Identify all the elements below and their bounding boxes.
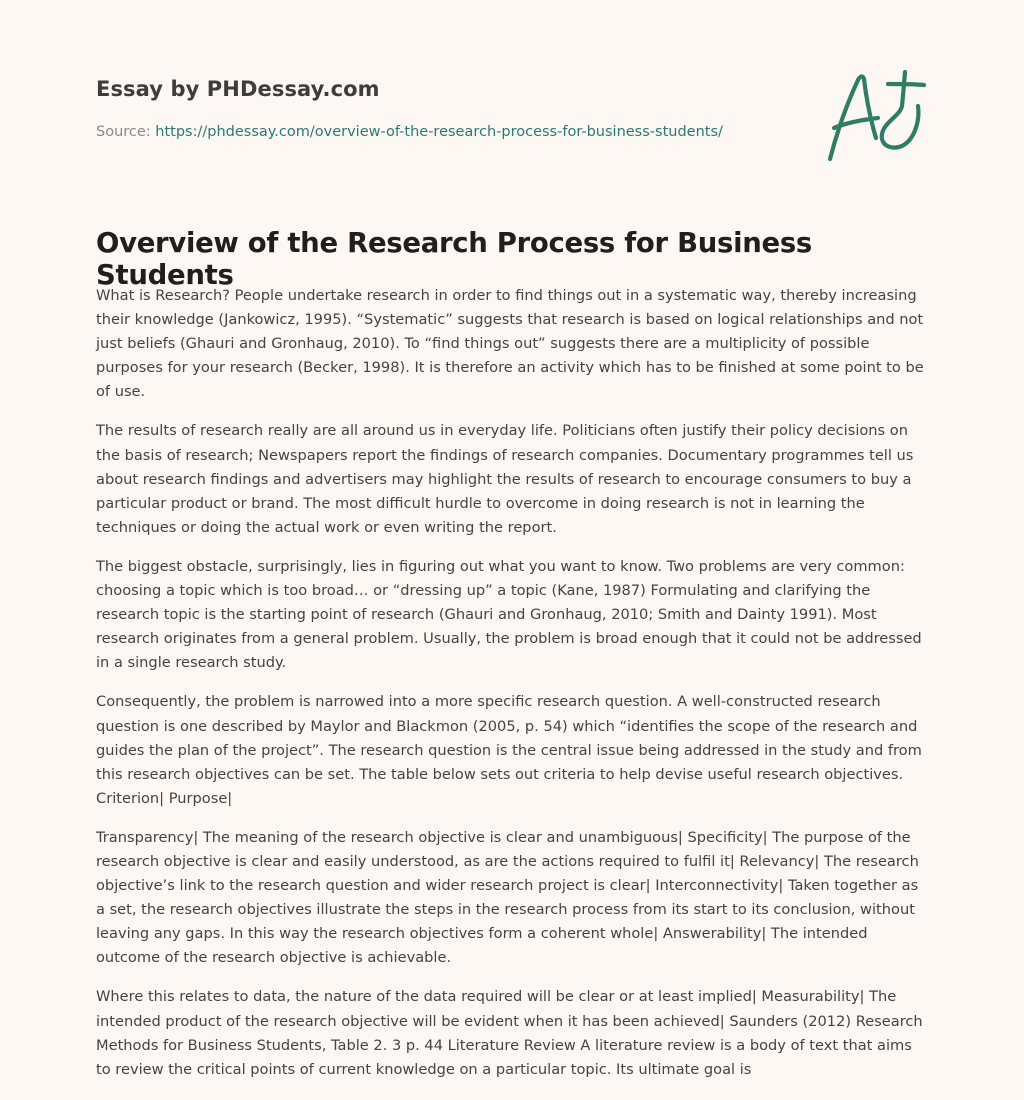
- source-line: [96, 124, 723, 140]
- article-body: [96, 284, 930, 1097]
- a-plus-logo-icon: [820, 66, 932, 168]
- source-link[interactable]: https://phdessay.com/overview-of-the-research-process-for-business-students/: [155, 124, 723, 140]
- paragraph: What is Research? People undertake research in order to find things out in a systematic way, thereby increasing their knowledge (Jankowicz, 1995). “Systematic” suggests that research is based on logical relationships and not just beliefs (Ghauri and Gronhaug, 2010). To “find things out” suggests there are a multiplicity of possible purposes for your research (Becker, 1998). It is therefore an activity which has to be finished at some point to be of use.: [96, 287, 924, 401]
- paragraph: Where this relates to data, the nature of the data required will be clear or at least implied| Measurability| The intended product of the research objective will be evident when it has been achieved| Saunders (2012) Research Methods for Business Students, Table 2. 3 p. 44 Literature Review A literature review is a body of text that aims to review the critical points of current knowledge on a particular topic. Its ultimate goal is: [96, 988, 923, 1078]
- site-brand: Essay by PHDessay.com: [96, 77, 380, 101]
- paragraph: Consequently, the problem is narrowed into a more specific research question. A well-constructed research question is one described by Maylor and Blackmon (2005, p. 54) which “identifies the scope of the research and guides the plan of the project”. The research question is the central issue being addressed in the study and from this research objectives can be set. The table below sets out criteria to help devise useful research objectives. Criterion| Purpose|: [96, 693, 922, 807]
- article-title: Overview of the Research Process for Business Students: [96, 227, 812, 291]
- paragraph: Transparency| The meaning of the research objective is clear and unambiguous| Specificity| The purpose of the research objective is clear and easily understood, as are the actions required to fulfil it| Relevancy| The research objective’s link to the research question and wider research project is clear| Interconnectivity| Taken together as a set, the research objectives illustrate the steps in the research process from its start to its conclusion, without leaving any gaps. In this way the research objectives form a coherent whole| Answerability| The intended outcome of the research objective is achievable.: [96, 828, 919, 967]
- paragraph: The results of research really are all around us in everyday life. Politicians often justify their policy decisions on the basis of research; Newspapers report the findings of research companies. Documentary programmes tell us about research findings and advertisers may highlight the results of research to encourage consumers to buy a particular product or brand. The most difficult hurdle to overcome in doing research is not in learning the techniques or doing the actual work or even writing the report.: [96, 422, 914, 536]
- source-label: Source:: [96, 124, 156, 140]
- paragraph: The biggest obstacle, surprisingly, lies in figuring out what you want to know. Two problems are very common: choosing a topic which is too broad… or “dressing up” a topic (Kane, 1987) Formulating and clarifying the research topic is the starting point of research (Ghauri and Gronhaug, 2010; Smith and Dainty 1991). Most research originates from a general problem. Usually, the problem is broad enough that it could not be addressed in a single research study.: [96, 557, 922, 672]
